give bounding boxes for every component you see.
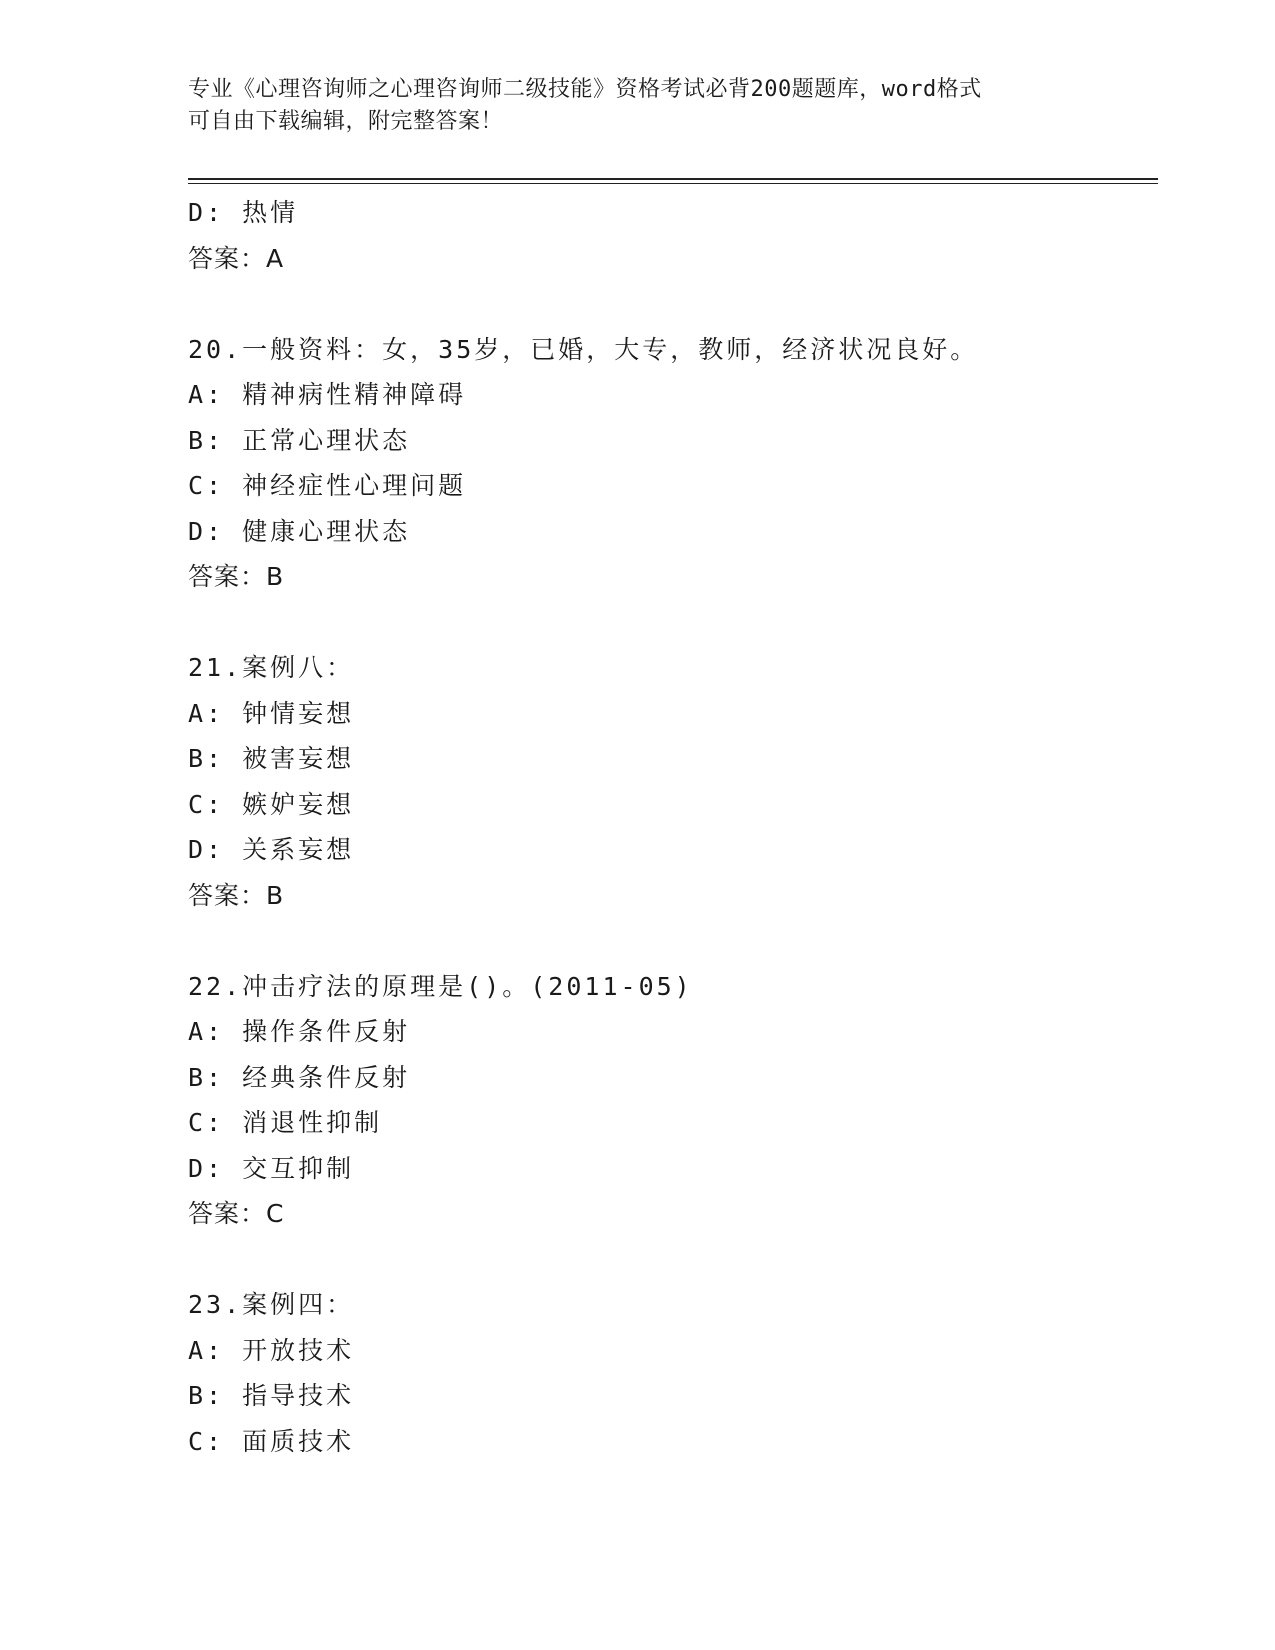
header-divider-thick [188,178,1158,180]
option-a: A: 精神病性精神障碍 [188,380,467,409]
question-stem: 20.一般资料：女，35岁，已婚，大专，教师，经济状况良好。 [188,334,979,364]
option-b: B: 经典条件反射 [188,1062,411,1092]
option-b: B: 指导技术 [188,1381,355,1410]
option-a: A: 操作条件反射 [188,1017,411,1046]
option-d: D: 交互抑制 [188,1153,355,1183]
answer: 答案：B [188,562,285,591]
answer: 答案：C [188,1199,285,1228]
option-c: C: 消退性抑制 [188,1108,383,1137]
spacer [188,281,1148,327]
question-stem: 23.案例四： [188,1290,355,1319]
option-a: A: 钟情妄想 [188,698,355,728]
option-d: D: 健康心理状态 [188,516,411,546]
question-22 [188,964,1148,1237]
spacer [188,600,1148,646]
question-list [188,190,1148,1464]
question-21 [188,645,1148,918]
option-b: B: 被害妄想 [188,744,355,773]
document-header [188,74,1088,138]
answer: 答案：B [188,880,285,910]
header-title-line-1: 专业《心理咨询师之心理咨询师二级技能》资格考试必背200题题库，word格式 [188,77,982,102]
question-23 [188,1282,1148,1464]
option-d: D: 关系妄想 [188,835,355,864]
option-c: C: 嫉妒妄想 [188,789,355,819]
option-c: C: 神经症性心理问题 [188,471,467,500]
previous-option-d: D: 热情 [188,198,299,227]
header-title-line-2: 可自由下载编辑，附完整答案！ [188,109,504,134]
spacer [188,918,1148,964]
spacer [188,1237,1148,1283]
option-a: A: 开放技术 [188,1335,355,1365]
header-divider-thin [188,183,1158,184]
question-20 [188,327,1148,600]
question-stem: 22.冲击疗法的原理是()。(2011-05) [188,971,693,1001]
option-b: B: 正常心理状态 [188,425,411,455]
question-stem: 21.案例八： [188,653,355,682]
option-c: C: 面质技术 [188,1426,355,1456]
previous-answer: 答案：A [188,243,285,273]
